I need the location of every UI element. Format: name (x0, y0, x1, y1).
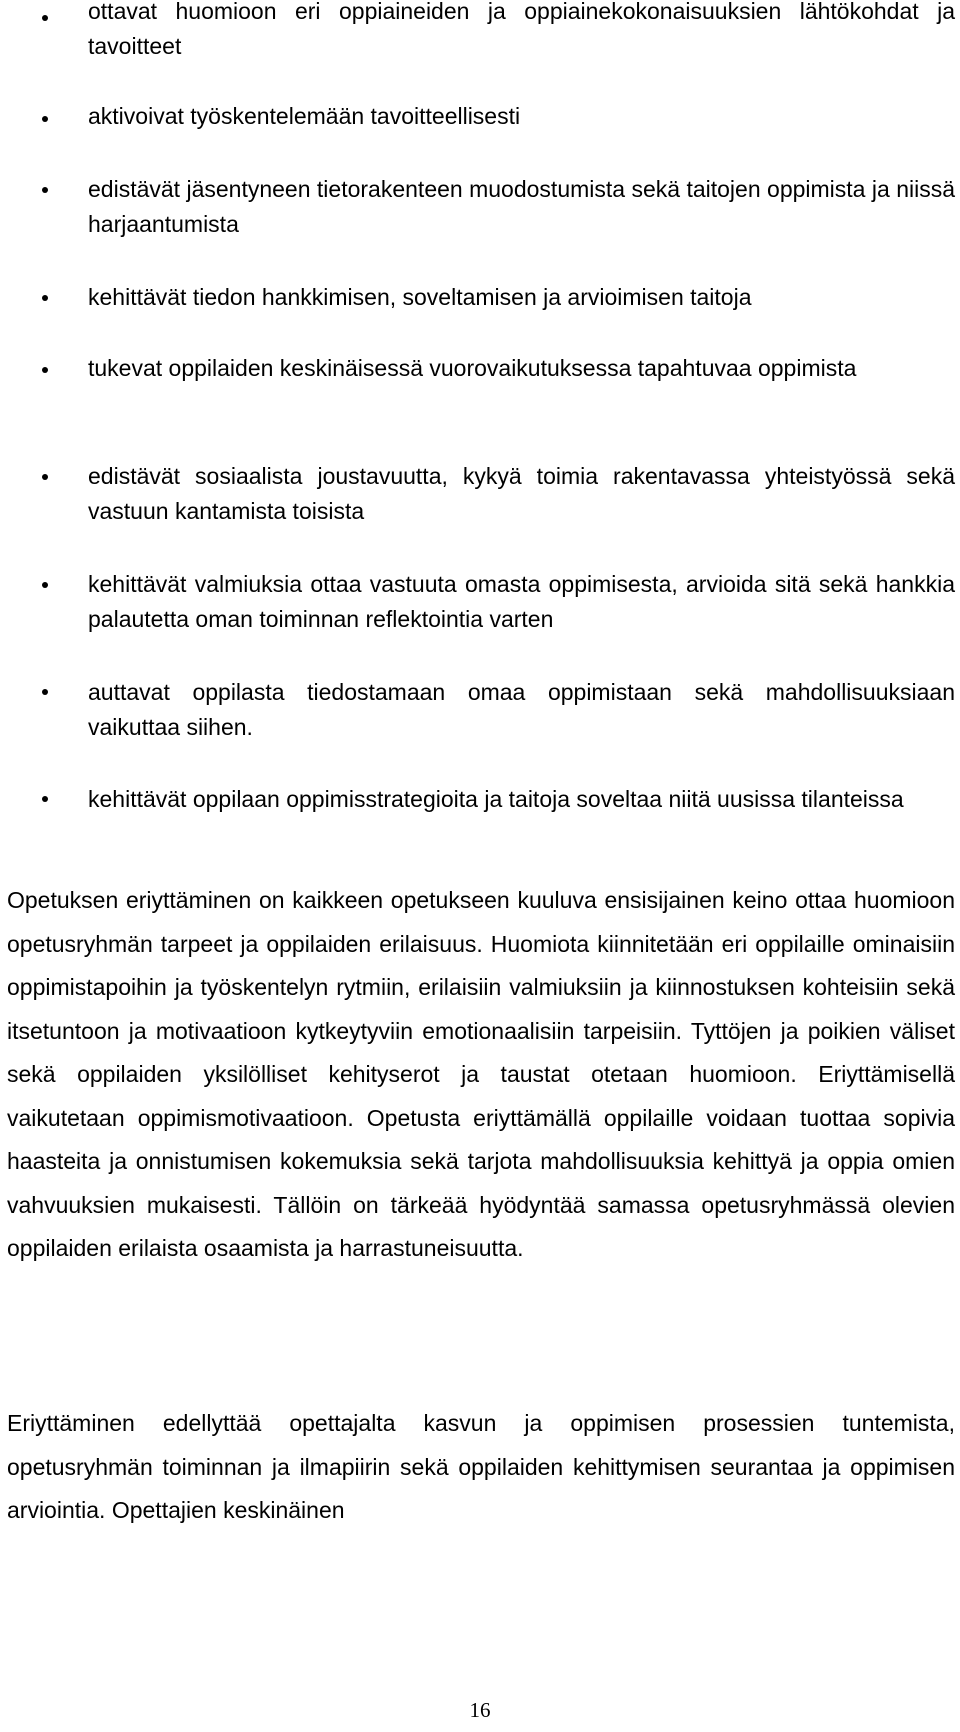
paragraph-differentiation-requirements: Eriyttäminen edellyttää opettajalta kasvun ja oppimisen prosessien tuntemista, opetusryhmän toiminnan ja ilmapiirin sekä oppilaiden kehittymisen seurantaa ja oppimisen arviointia. Opettajien keskinäinen (7, 1410, 955, 1523)
bullet-icon (42, 796, 48, 802)
bullet-icon (42, 187, 48, 193)
list-item-text: kehittävät valmiuksia ottaa vastuuta omasta oppimisesta, arvioida sitä sekä hankkia palautetta oman toiminnan reflektointia varten (88, 571, 955, 632)
bullet-icon (42, 295, 48, 301)
paragraph-differentiation: Opetuksen eriyttäminen on kaikkeen opetukseen kuuluva ensisijainen keino ottaa huomioon opetusryhmän tarpeet ja oppilaiden erilaisuus. Huomiota kiinnitetään eri oppilaille ominaisiin oppimistapoihin ja työskentelyn rytmiin, erilaisiin valmiuksiin ja kiinnostuksen kohteisiin sekä itsetuntoon ja motivaatioon kytkeytyviin emotionaalisiin tarpeisiin. Tyttöjen ja poikien väliset sekä oppilaiden yksilölliset kehityserot ja taustat otetaan huomioon. Eriyttämisellä vaikutetaan oppimismotivaatioon. Opetusta eriyttämällä oppilaille voidaan tuottaa sopivia haasteita ja onnistumisen kokemuksia sekä tarjota mahdollisuuksia kehittyä ja oppia omien vahvuuksien mukaisesti. Tällöin on tärkeää hyödyntää samassa opetusryhmässä olevien oppilaiden erilaista osaamista ja harrastuneisuutta. (7, 887, 955, 1261)
list-item-text: aktivoivat työskentelemään tavoitteellisesti (88, 103, 521, 129)
list-item-text: edistävät sosiaalista joustavuutta, kykyä toimia rakentavassa yhteistyössä sekä vastuun kantamista toisista (88, 463, 955, 524)
bullet-icon (42, 689, 48, 695)
list-item-text: kehittävät oppilaan oppimisstrategioita ja taitoja soveltaa niitä uusissa tilanteissa (88, 786, 904, 812)
list-item-text: kehittävät tiedon hankkimisen, soveltamisen ja arvioimisen taitoja (88, 284, 752, 310)
page-number: 16 (469, 1698, 491, 1722)
bullet-icon (42, 474, 48, 480)
bullet-icon (42, 367, 48, 373)
bullet-icon (42, 582, 48, 588)
list-item-text: auttavat oppilasta tiedostamaan omaa oppimistaan sekä mahdollisuuksiaan vaikuttaa siihen. (88, 679, 955, 740)
bullet-icon (42, 116, 48, 122)
list-item-text: edistävät jäsentyneen tietorakenteen muodostumista sekä taitojen oppimista ja niissä harjaantumista (88, 176, 955, 237)
list-item-text: tukevat oppilaiden keskinäisessä vuorovaikutuksessa tapahtuvaa oppimista (88, 355, 857, 381)
bullet-icon (42, 15, 48, 21)
list-item-text: ottavat huomioon eri oppiaineiden ja oppiainekokonaisuuksien lähtökohdat ja tavoitteet (88, 0, 955, 59)
